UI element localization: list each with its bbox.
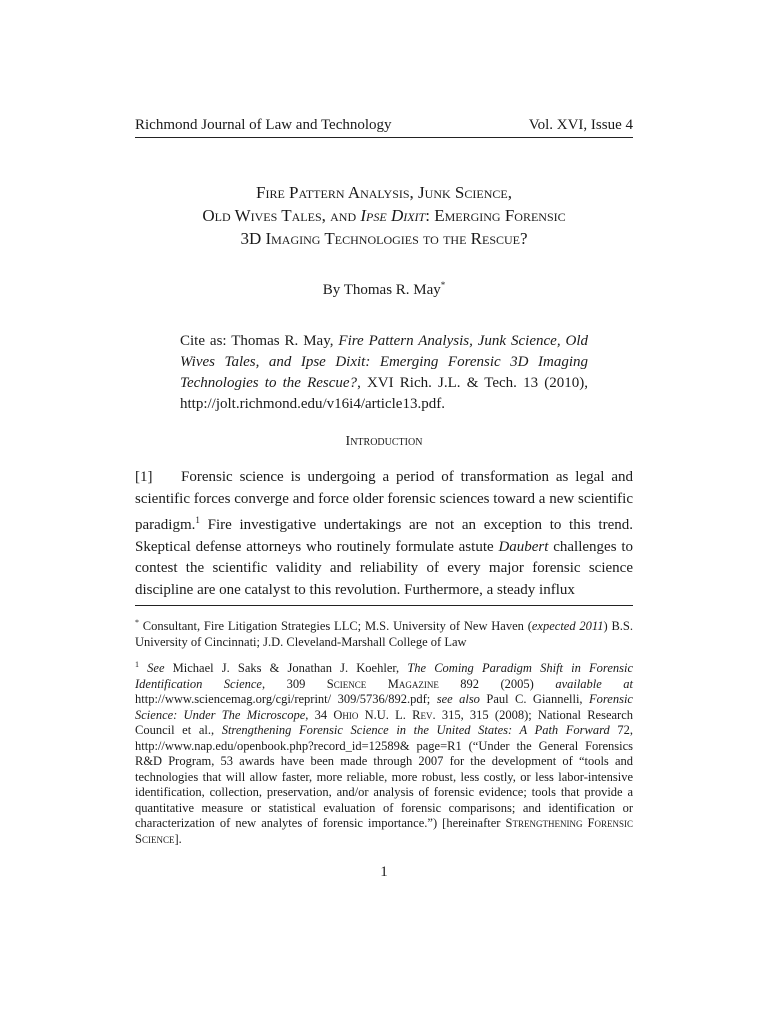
running-header: [135, 112, 633, 138]
citation-block: [180, 331, 588, 415]
footnote-author: [135, 615, 633, 650]
fn1-text-j: 72, http://www.nap.edu/openbook.php?record_id=12589& page=R1 (“Under the General Forensics R&D Program, 53 awards have been made through 2007 for the development of “tools and technologies that will allow faster, more reliable, more robust, less costly, or less labor-intensive identification, collection, preservation, and/or analysis of forensic evidence; tools that provide a quantitative measure or statistical evaluation of forensic comparisons; and identification or characterization of new analytes of forensic importance.”) [hereinafter: [135, 723, 634, 831]
footnote-star-text-b: ) B.S. University of Cincinnati; J.D. Cleveland-Marshall College of Law: [135, 619, 633, 649]
title-line-2-part-a: Old Wives Tales, and: [202, 206, 361, 225]
fn1-text-c: 892 (2005): [438, 676, 556, 691]
fn1-available-at: available at: [555, 676, 634, 691]
footnote-star-mark: *: [135, 618, 139, 627]
title-line-3: 3D Imaging Technologies to the Rescue?: [240, 229, 528, 248]
fn1-text-f: , 34: [305, 707, 334, 722]
fn1-smallcaps-1: Science Magazine: [326, 676, 439, 691]
fn1-smallcaps-3: Rev.: [412, 707, 436, 722]
cite-title: Fire Pattern Analysis, Junk Science, Old Wives Tales, and Ipse Dixit: Emerging Forensic 3D Imaging Technologies to the Rescue?: [180, 333, 588, 391]
cite-suffix: , XVI Rich. J.L. & Tech. 13 (2010), http://jolt.richmond.edu/v16i4/article13.pdf.: [180, 375, 588, 412]
title-line-2: [135, 204, 633, 227]
fn1-see: See: [147, 661, 165, 676]
cite-prefix: Cite as: Thomas R. May,: [180, 333, 339, 349]
body-paragraph-1: [135, 467, 633, 601]
footnote-1-mark: 1: [135, 660, 139, 669]
footnote-star-italic: expected 2011: [531, 619, 604, 634]
fn1-text-a: Michael J. Saks & Jonathan J. Koehler,: [164, 661, 408, 676]
fn1-smallcaps-4: Strengthening Forensic Science: [135, 816, 633, 846]
fn1-text-g: N.U. L.: [358, 707, 413, 722]
fn1-title-1: The Coming Paradigm Shift in Forensic Identification Science: [135, 661, 634, 691]
title-italic-phrase: Ipse Dixit: [360, 206, 426, 225]
author-byline: [135, 280, 633, 299]
fn1-text-k: ].: [174, 831, 182, 846]
footnote-separator: [135, 605, 633, 606]
body-text-2: Fire investigative undertakings are not an exception to this trend. Skeptical defense attorneys who routinely formulate astute: [135, 517, 633, 555]
daubert-italic: Daubert: [498, 538, 549, 555]
fn1-text-e: Paul C. Giannelli,: [479, 692, 589, 707]
footnote-1: [135, 657, 633, 847]
fn1-title-3: Strengthening Forensic Science in the United States: A Path Forward: [221, 723, 610, 738]
section-heading: Introduction: [345, 434, 423, 449]
article-title: [135, 181, 633, 250]
title-line-1: Fire Pattern Analysis, Junk Science,: [256, 183, 512, 202]
fn1-see-also: see also: [436, 692, 480, 707]
page-number: 1: [380, 864, 388, 880]
author-name: By Thomas R. May: [322, 282, 441, 298]
paragraph-number: [1]: [135, 469, 153, 485]
volume-issue: Vol. XVI, Issue 4: [528, 117, 633, 133]
footnote-ref-1[interactable]: 1: [195, 515, 200, 525]
body-text-1: Forensic science is undergoing a period of transformation as legal and scientific forces converge and force older forensic sciences toward a new scientific paradigm.: [135, 469, 633, 533]
fn1-text-b: , 309: [261, 676, 327, 691]
fn1-smallcaps-2: Ohio: [333, 707, 359, 722]
fn1-url-1: http://www.sciencemag.org/cgi/reprint/ 309/5736/892.pdf;: [135, 692, 437, 707]
fn1-text-h: 315, 315 (2008); National Research Council et al.,: [135, 707, 634, 738]
journal-name: Richmond Journal of Law and Technology: [135, 117, 392, 133]
author-footnote-mark: *: [440, 280, 446, 290]
title-line-2-part-b: : Emerging Forensic: [425, 206, 566, 225]
fn1-title-2: Forensic Science: Under The Microscope: [135, 692, 633, 722]
body-text-3: challenges to contest the scientific validity and reliability of every major forensic science discipline are one catalyst to this revolution. Furthermore, a steady influx: [135, 538, 633, 598]
footnote-star-text-a: Consultant, Fire Litigation Strategies LLC; M.S. University of New Haven (: [139, 619, 532, 634]
